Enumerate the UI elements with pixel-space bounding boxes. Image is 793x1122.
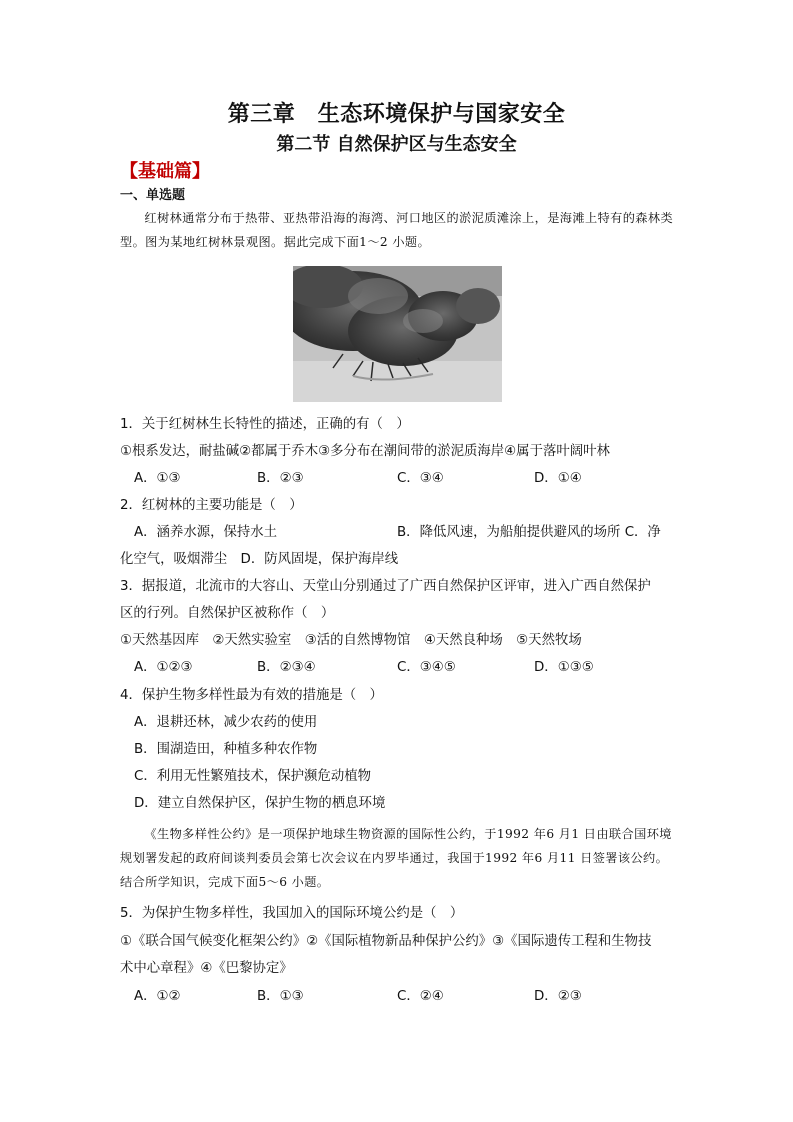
q1-option-a[interactable]: A．①③ [134, 471, 181, 486]
q5-option-d[interactable]: D．②③ [534, 989, 582, 1004]
q2-option-c-d[interactable]: 化空气，吸烟滞尘 D．防风固堤，保护海岸线 [120, 552, 399, 567]
level-heading: 【基础篇】 [120, 161, 210, 182]
q5-option-c[interactable]: C．②④ [397, 989, 444, 1004]
q1-stem: 1．关于红树林生长特性的描述，正确的有（ ） [120, 417, 410, 432]
q2-stem: 2．红树林的主要功能是（ ） [120, 498, 303, 513]
q1-option-b[interactable]: B．②③ [257, 471, 304, 486]
q5-statements-line1: ①《联合国气候变化框架公约》②《国际植物新品种保护公约》③《国际遗传工程和生物技 [120, 934, 652, 949]
q3-statements: ①天然基因库 ②天然实验室 ③活的自然博物馆 ④天然良种场 ⑤天然牧场 [120, 633, 582, 648]
section-title: 第二节 自然保护区与生态安全 [276, 134, 517, 155]
q3-option-a[interactable]: A．①②③ [134, 660, 193, 675]
q2-option-a[interactable]: A．涵养水源，保持水土 [134, 525, 278, 540]
q1-statements: ①根系发达，耐盐碱②都属于乔木③多分布在潮间带的淤泥质海岸④属于落叶阔叶林 [120, 444, 610, 459]
q3-option-d[interactable]: D．①③⑤ [534, 660, 594, 675]
question-type-heading: 一、单选题 [120, 188, 186, 203]
q4-option-b[interactable]: B．围湖造田，种植多种农作物 [134, 742, 318, 757]
q3-option-c[interactable]: C．③④⑤ [397, 660, 456, 675]
mangrove-photo-icon [293, 266, 502, 402]
q2-option-b-c[interactable]: B．降低风速，为船舶提供避风的场所 C．净 [397, 525, 661, 540]
q5-option-b[interactable]: B．①③ [257, 989, 304, 1004]
q3-option-b[interactable]: B．②③④ [257, 660, 316, 675]
q4-option-d[interactable]: D．建立自然保护区，保护生物的栖息环境 [134, 796, 386, 811]
q5-statements-line2: 术中心章程》④《巴黎协定》 [120, 961, 293, 976]
q1-option-c[interactable]: C．③④ [397, 471, 444, 486]
chapter-title: 第三章 生态环境保护与国家安全 [227, 102, 566, 127]
q4-stem: 4．保护生物多样性最为有效的措施是（ ） [120, 688, 383, 703]
q3-stem-line2: 区的行列。自然保护区被称作（ ） [120, 606, 335, 621]
q3-stem-line1: 3．据报道，北流市的大容山、天堂山分别通过了广西自然保护区评审，进入广西自然保护 [120, 579, 651, 594]
q4-option-a[interactable]: A．退耕还林，减少农药的使用 [134, 715, 318, 730]
intro-paragraph-1: 红树林通常分布于热带、亚热带沿海的海湾、河口地区的淤泥质滩涂上，是海滩上特有的森林类型。图为某地红树林景观图。据此完成下面1～2 小题。 [120, 211, 674, 249]
intro-paragraph-2: 《生物多样性公约》是一项保护地球生物资源的国际性公约，于1992 年6 月1 日由联合国环境规划署发起的政府间谈判委员会第七次会议在内罗毕通过，我国于1992 年6 月11 日签署该公约。结合所学知识，完成下面5～6 小题。 [120, 827, 672, 889]
mangrove-photo [293, 266, 502, 402]
q5-stem: 5．为保护生物多样性，我国加入的国际环境公约是（ ） [120, 906, 464, 921]
q1-option-d[interactable]: D．①④ [534, 471, 582, 486]
q4-option-c[interactable]: C．利用无性繁殖技术，保护濒危动植物 [134, 769, 371, 784]
q5-option-a[interactable]: A．①② [134, 989, 181, 1004]
